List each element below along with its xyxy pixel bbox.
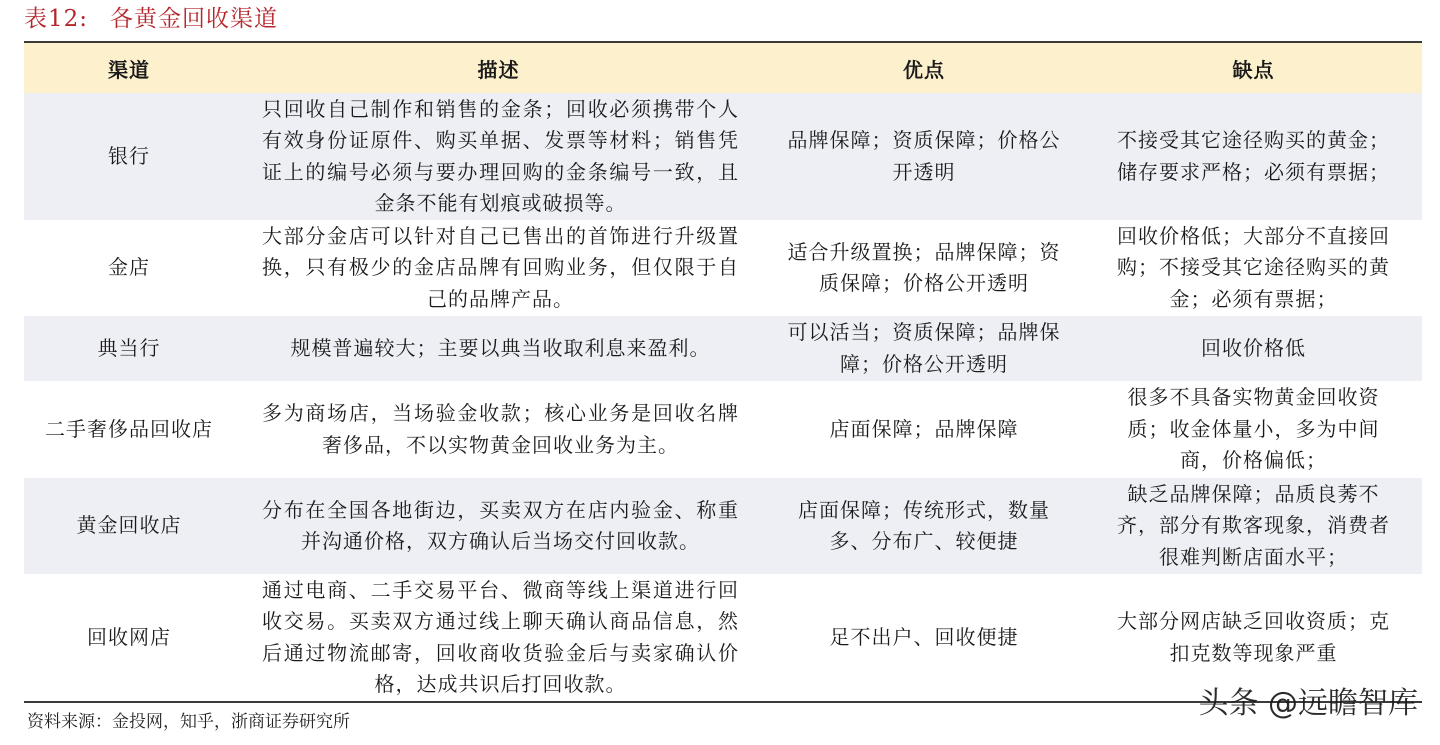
header-description: 描述	[234, 42, 763, 93]
table-row	[24, 574, 1422, 702]
pros-cell: 店面保障；品牌保障	[829, 416, 1019, 441]
description-cell: 分布在全国各地街边，买卖双方在店内验金、称重并沟通价格，双方确认后当场交付回收款。	[262, 497, 739, 553]
channel-cell: 黄金回收店	[76, 513, 182, 538]
channel-cell: 典当行	[97, 335, 161, 360]
channel-cell: 银行	[108, 143, 150, 168]
cons-cell: 不接受其它途径购买的黄金；储存要求严格；必须有票据；	[1117, 128, 1390, 184]
data-source-note: 资料来源：金投网，知乎，浙商证券研究所	[27, 712, 350, 732]
table-title-text: 各黄金回收渠道	[110, 6, 279, 32]
cons-cell: 回收价格低	[1201, 335, 1306, 360]
table-row	[24, 316, 1422, 381]
table-row	[24, 220, 1422, 316]
description-cell: 通过电商、二手交易平台、微商等线上渠道进行回收交易。买卖双方通过线上聊天确认商品信息，然后通过物流邮寄，回收商收货验金后与卖家确认价格，达成共识后打回收款。	[262, 577, 739, 696]
gold-recycling-channels-table	[24, 41, 1422, 703]
table-row	[24, 93, 1422, 220]
table-header-row	[24, 42, 1422, 93]
header-pros: 优点	[763, 42, 1085, 93]
pros-cell: 店面保障；传统形式，数量多、分布广、较便捷	[798, 497, 1050, 553]
channel-cell: 二手奢侈品回收店	[45, 416, 213, 441]
watermark-text: 头条 @远瞻智库	[1198, 686, 1418, 721]
description-cell: 规模普遍较大；主要以典当收取利息来盈利。	[290, 335, 711, 360]
pros-cell: 足不出户、回收便捷	[829, 624, 1019, 649]
cons-cell: 大部分网店缺乏回收资质；克扣克数等现象严重	[1117, 609, 1390, 665]
cons-cell: 回收价格低；大部分不直接回购；不接受其它途径购买的黄金；必须有票据；	[1117, 223, 1390, 311]
pros-cell: 品牌保障；资质保障；价格公开透明	[787, 128, 1061, 184]
pros-cell: 可以活当；资质保障；品牌保障；价格公开透明	[787, 320, 1061, 376]
channel-cell: 回收网店	[87, 624, 171, 649]
description-cell: 多为商场店，当场验金收款；核心业务是回收名牌奢侈品，不以实物黄金回收业务为主。	[262, 401, 739, 457]
table-row	[24, 381, 1422, 478]
table-number: 表12:	[24, 6, 89, 32]
channel-cell: 金店	[108, 255, 150, 280]
description-cell: 只回收自己制作和销售的金条；回收必须携带个人有效身份证原件、购买单据、发票等材料；销售凭证上的编号必须与要办理回购的金条编号一致，且金条不能有划痕或破损等。	[262, 96, 739, 215]
table-row	[24, 478, 1422, 574]
pros-cell: 适合升级置换；品牌保障；资质保障；价格公开透明	[787, 239, 1061, 295]
cons-cell: 缺乏品牌保障；品质良莠不齐，部分有欺客现象，消费者很难判断店面水平；	[1117, 481, 1390, 569]
cons-cell: 很多不具备实物黄金回收资质；收金体量小，多为中间商，价格偏低；	[1127, 385, 1380, 473]
header-cons: 缺点	[1085, 42, 1422, 93]
header-channel: 渠道	[24, 42, 234, 93]
table-title	[24, 4, 278, 34]
description-cell: 大部分金店可以针对自己已售出的首饰进行升级置换，只有极少的金店品牌有回购业务，但仅限于自己的品牌产品。	[262, 223, 739, 311]
